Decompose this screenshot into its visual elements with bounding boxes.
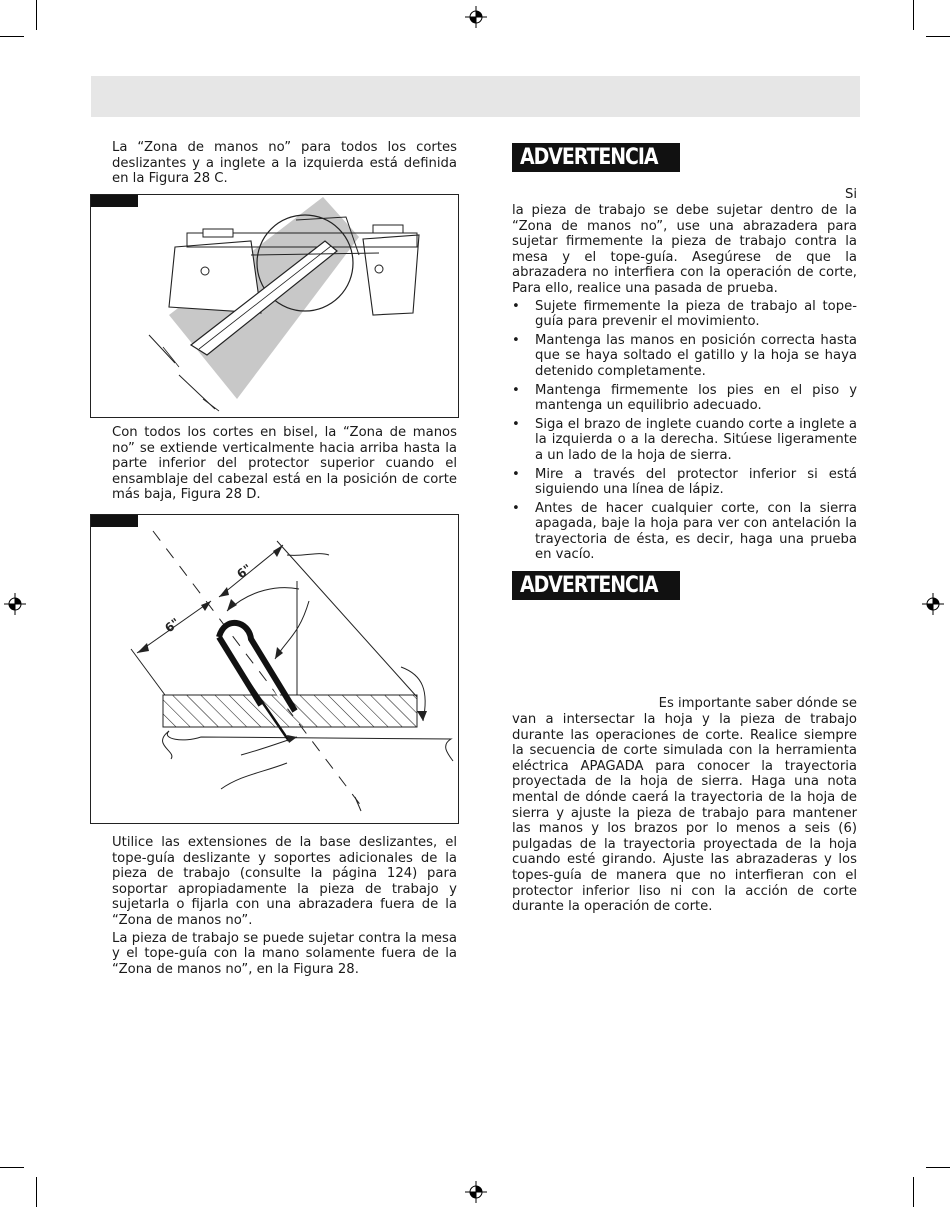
crop-mark: [0, 1167, 24, 1168]
registration-mark-icon: [4, 593, 26, 615]
header-bar: [91, 76, 860, 117]
registration-mark-icon: [465, 6, 487, 28]
registration-mark-icon: [465, 1181, 487, 1203]
warning-label: ADVERTENCIA: [520, 573, 658, 598]
crop-mark: [0, 36, 24, 37]
list-item: • Antes de hacer cualquier corte, con la sierra apagada, baje la hoja para ver con antelación la trayectoria de ésta, es decir, haga una prueba en vacío.: [512, 501, 857, 563]
dimension-label-left: 6": [162, 615, 183, 636]
warning2-lead-text: Es importante saber dónde se: [658, 696, 857, 711]
crop-mark: [913, 0, 914, 30]
safety-bullet-list: [512, 299, 857, 564]
paragraph-extensions: Utilice las extensiones de la base deslizantes, el tope-guía deslizante y soportes adicionales de la pieza de trabajo (consulte la página 124) para soportar apropiadamente la pieza de trabajo y sujetarla o fijarla con una abrazadera fuera de la “Zona de manos no”.: [112, 835, 457, 928]
supports-paragraphs: [112, 835, 457, 977]
list-item: • Mantenga las manos en posición correcta hasta que se haya soltado el gatillo y la hoja se haya detenido completamente.: [512, 333, 857, 380]
warning1-text: la pieza de trabajo se debe sujetar dentro de la “Zona de manos no”, use una abrazadera para sujetar firmemente la pieza de trabajo contra la mesa y el tope-guía. Asegúrese de que la abrazadera no interfiera con la operación de corte, Para ello, realice una pasada de prueba.: [512, 203, 857, 296]
list-item: • Mire a través del protector inferior si está siguiendo una línea de lápiz.: [512, 467, 857, 498]
list-item: • Siga el brazo de inglete cuando corte a inglete a la izquierda o a la derecha. Sitúese ligeramente a un lado de la hoja de sierra.: [512, 417, 857, 464]
warning2-body: [512, 712, 857, 915]
crop-mark: [926, 1167, 950, 1168]
crop-mark: [926, 36, 950, 37]
list-item: • Sujete firmemente la pieza de trabajo al tope-guía para prevenir el movimiento.: [512, 299, 857, 330]
miter-saw-top-view-illustration: [91, 195, 458, 417]
figure-28d: [90, 514, 459, 824]
warning2-lead: [512, 696, 857, 712]
crop-mark: [36, 0, 37, 30]
figure-28c: [90, 194, 459, 418]
list-item: • Mantenga firmemente los pies en el piso y mantenga un equilibrio adecuado.: [512, 383, 857, 414]
paragraph-figure-28c: La “Zona de manos no” para todos los cortes deslizantes y a inglete a la izquierda está definida en la Figura 28 C.: [112, 140, 457, 187]
bevel-cut-side-view-illustration: [91, 515, 458, 823]
warning1-body: [512, 203, 857, 566]
warning2-text: van a intersectar la hoja y la pieza de trabajo durante las operaciones de corte. Realice siempre la secuencia de corte simulada con la herramienta eléctrica APAGADA para conocer la trayectoria proyectada de la hoja de sierra. Haga una nota mental de dónde caerá la trayectoria de la hoja de sierra y ajuste la pieza de trabajo para mantener las manos y los brazos por lo menos a seis (6) pulgadas de la trayectoria proyectada de la hoja cuando esté girando. Ajuste las abrazaderas y los topes-guía de manera que no interfieran con el protector inferior liso ni con la acción de corte durante la operación de corte.: [512, 712, 857, 915]
warning1-lead-text: Si: [844, 187, 857, 202]
warning-label: ADVERTENCIA: [520, 145, 658, 170]
paragraph-hand-hold: La pieza de trabajo se puede sujetar contra la mesa y el tope-guía con la mano solamente fuera de la “Zona de manos no”, en la Figura 28.: [112, 930, 457, 977]
dimension-label-top: 6": [234, 561, 255, 582]
crop-mark: [913, 1177, 914, 1207]
intro-paragraph: [112, 140, 457, 187]
registration-mark-icon: [922, 593, 944, 615]
warning1-lead: [512, 187, 857, 203]
paragraph-figure-28d: Con todos los cortes en bisel, la “Zona de manos no” se extiende verticalmente hacia arriba hasta la parte inferior del protector superior cuando el ensamblaje del cabezal está en la posición de corte más baja, Figura 28 D.: [112, 425, 457, 503]
warning-banner: [512, 571, 680, 600]
warning-banner: [512, 143, 680, 172]
crop-mark: [36, 1177, 37, 1207]
bevel-paragraph: [112, 425, 457, 503]
